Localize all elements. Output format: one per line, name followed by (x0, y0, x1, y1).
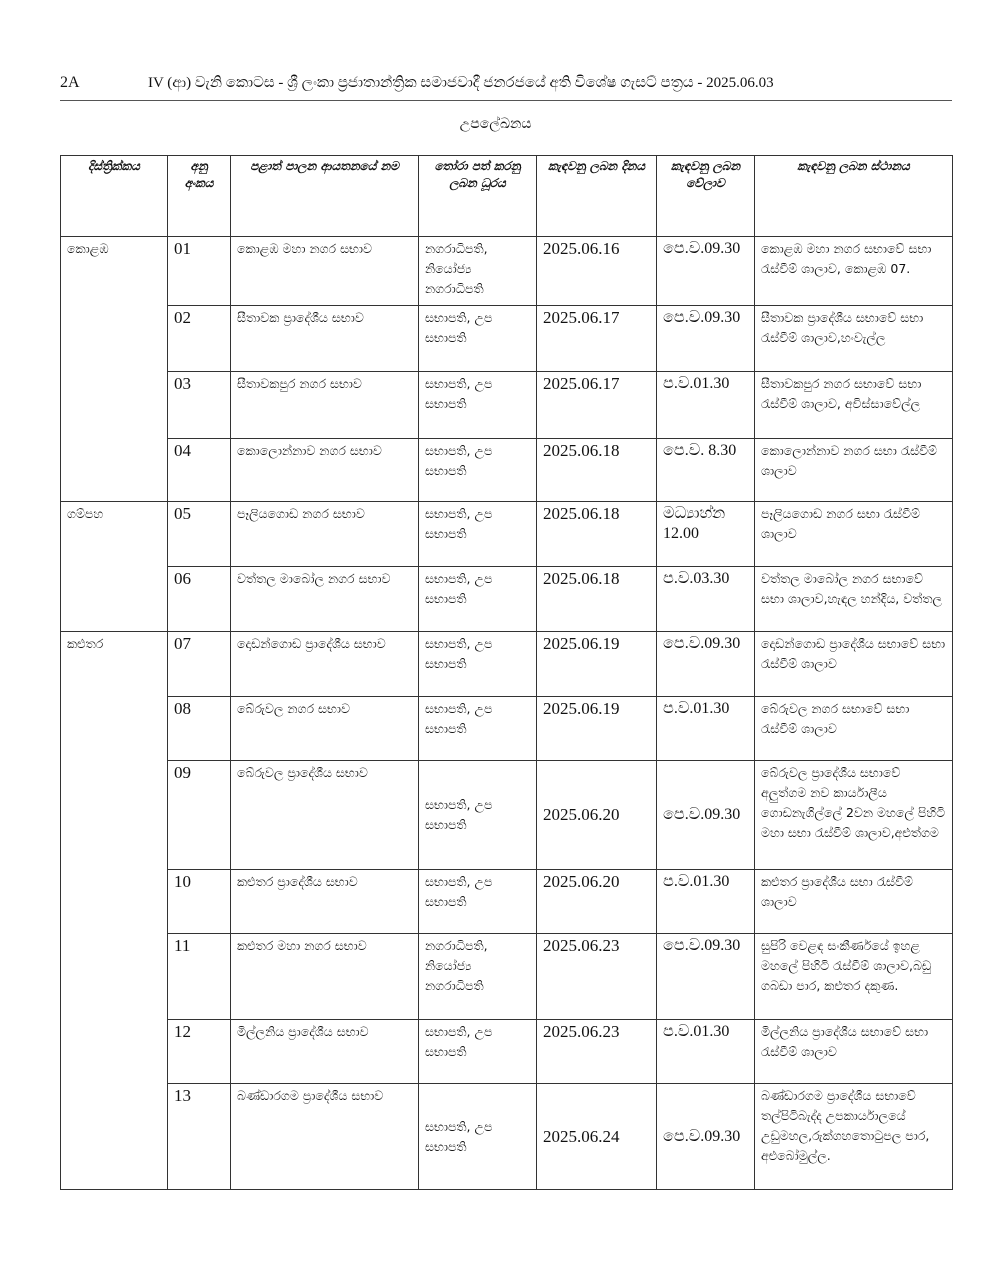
table-row (61, 632, 953, 697)
post-cell: සභාපති, උප සභාපති (419, 870, 537, 934)
time-cell: ප.ව.01.30 (657, 697, 755, 761)
date-cell: 2025.06.16 (537, 237, 657, 306)
time-cell: පෙ.ව.09.30 (657, 934, 755, 1020)
date-cell: 2025.06.17 (537, 306, 657, 372)
header-authority: පළාත් පාලන ආයතනයේ නම (231, 156, 419, 237)
table-row (61, 237, 953, 306)
venue-cell: සීතාවක ප්‍රාදේශීය සභාවේ සභා රැස්වීම් ශාලාව,හංවැල්ල (755, 306, 953, 372)
table-row (61, 1020, 953, 1084)
authority-cell: කොලොන්නාව නගර සභාව (231, 439, 419, 502)
date-cell: 2025.06.23 (537, 1020, 657, 1084)
serial-cell: 09 (168, 761, 231, 870)
authority-cell: කළුතර ප්‍රාදේශීය සභාව (231, 870, 419, 934)
authority-cell: කොළඹ මහා නගර සභාව (231, 237, 419, 306)
post-cell: නගරාධිපති, නියෝජ්‍ය නගරාධිපති (419, 934, 537, 1020)
post-cell: සභාපති, උප සභාපති (419, 502, 537, 567)
time-cell: පෙ.ව.09.30 (657, 306, 755, 372)
time-cell: පෙ.ව.09.30 (657, 761, 755, 870)
time-cell: ප.ව.03.30 (657, 567, 755, 632)
date-cell: 2025.06.18 (537, 502, 657, 567)
serial-cell: 06 (168, 567, 231, 632)
date-cell: 2025.06.20 (537, 761, 657, 870)
post-cell: සභාපති, උප සභාපති (419, 372, 537, 439)
serial-cell: 01 (168, 237, 231, 306)
serial-cell: 07 (168, 632, 231, 697)
date-cell: 2025.06.24 (537, 1084, 657, 1190)
authority-cell: සීතාවක ප්‍රාදේශීය සභාව (231, 306, 419, 372)
schedule-heading: උපලේඛනය (459, 116, 532, 132)
post-cell: සභාපති, උප සභාපති (419, 1084, 537, 1190)
date-cell: 2025.06.18 (537, 567, 657, 632)
header-date: කැඳවනු ලබන දිනය (537, 156, 657, 237)
serial-cell: 12 (168, 1020, 231, 1084)
post-cell: සභාපති, උප සභාපති (419, 697, 537, 761)
serial-cell: 11 (168, 934, 231, 1020)
venue-cell: කොලොන්නාව නගර සභා රැස්වීම් ශාලාව (755, 439, 953, 502)
page-number: 2A (60, 74, 80, 91)
district-cell: කළුතර (61, 632, 168, 1190)
time-cell: පෙ.ව. 8.30 (657, 439, 755, 502)
authority-cell: දොඩන්ගොඩ ප්‍රාදේශීය සභාව (231, 632, 419, 697)
header-time: කැඳවනු ලබන වේලාව (657, 156, 755, 237)
date-cell: 2025.06.18 (537, 439, 657, 502)
post-cell: සභාපති, උප සභාපති (419, 632, 537, 697)
post-cell: සභාපති, උප සභාපති (419, 306, 537, 372)
table-row (61, 761, 953, 870)
post-cell: සභාපති, උප සභාපති (419, 567, 537, 632)
gazette-title: IV (ආ) වැනි කොටස - ශ්‍රී ලංකා ප්‍රජාතාන්ත්‍රික සමාජවාදී ජනරජයේ අති විශේෂ ගැසට් පත්‍රය - 2025.06.03 (148, 75, 774, 91)
page-header (60, 70, 952, 101)
post-cell: සභාපති, උප සභාපති (419, 761, 537, 870)
venue-cell: දොඩන්ගොඩ ප්‍රාදේශීය සභාවේ සභා රැස්වීම් ශාලාව (755, 632, 953, 697)
authority-cell: බේරුවල ප්‍රාදේශීය සභාව (231, 761, 419, 870)
post-cell: සභාපති, උප සභාපති (419, 1020, 537, 1084)
venue-cell: සීතාවකපුර නගර සභාවේ සභා රැස්වීම් ශාලාව, අවිස්සාවේල්ල (755, 372, 953, 439)
serial-cell: 05 (168, 502, 231, 567)
district-cell: කොළඹ (61, 237, 168, 502)
table-row (61, 697, 953, 761)
table-row (61, 372, 953, 439)
time-cell: පෙ.ව.09.30 (657, 632, 755, 697)
time-cell: ප.ව.01.30 (657, 1020, 755, 1084)
date-cell: 2025.06.23 (537, 934, 657, 1020)
schedule-table (60, 155, 953, 1190)
table-row (61, 934, 953, 1020)
date-cell: 2025.06.19 (537, 632, 657, 697)
post-cell: සභාපති, උප සභාපති (419, 439, 537, 502)
venue-cell: බේරුවල නගර සභාවේ සභා රැස්වීම් ශාලාව (755, 697, 953, 761)
serial-cell: 10 (168, 870, 231, 934)
serial-cell: 08 (168, 697, 231, 761)
authority-cell: පෑලියගොඩ නගර සභාව (231, 502, 419, 567)
date-cell: 2025.06.19 (537, 697, 657, 761)
venue-cell: මිල්ලනිය ප්‍රාදේශීය සභාවේ සභා රැස්වීම් ශාලාව (755, 1020, 953, 1084)
time-cell: පෙ.ව.09.30 (657, 1084, 755, 1190)
header-district: දිස්ත්‍රික්කය (61, 156, 168, 237)
time-cell: මධ්‍යාහ්න 12.00 (657, 502, 755, 567)
serial-cell: 04 (168, 439, 231, 502)
venue-cell: සුපිරි වෙළඳ සංකීර්ණයේ ඉහළ මහලේ පිහිටි රැස්වීම් ශාලාව,බඩු ගබඩා පාර, කළුතර දකුණ. (755, 934, 953, 1020)
post-cell: නගරාධිපති, නියෝජ්‍ය නගරාධිපති (419, 237, 537, 306)
authority-cell: බණ්ඩාරගම ප්‍රාදේශීය සභාව (231, 1084, 419, 1190)
authority-cell: කළුතර මහා නගර සභාව (231, 934, 419, 1020)
time-cell: ප.ව.01.30 (657, 372, 755, 439)
table-row (61, 306, 953, 372)
venue-cell: බණ්ඩාරගම ප්‍රාදේශීය සභාවේ තල්පිටිබැද්ද උපකාර්යාලයේ උඩුමහල,රුක්ගහතොටුපල පාර, අළුබෝමුල්ල. (755, 1084, 953, 1190)
table-row (61, 1084, 953, 1190)
district-cell: ගම්පහ (61, 502, 168, 632)
serial-cell: 02 (168, 306, 231, 372)
authority-cell: මිල්ලනිය ප්‍රාදේශීය සභාව (231, 1020, 419, 1084)
table-row (61, 502, 953, 567)
table-row (61, 439, 953, 502)
serial-cell: 13 (168, 1084, 231, 1190)
table-row (61, 567, 953, 632)
venue-cell: කළුතර ප්‍රාදේශීය සභා රැස්වීම් ශාලාව (755, 870, 953, 934)
venue-cell: පෑලියගොඩ නගර සභා රැස්වීම් ශාලාව (755, 502, 953, 567)
date-cell: 2025.06.17 (537, 372, 657, 439)
header-venue: කැඳවනු ලබන ස්ථානය (755, 156, 953, 237)
authority-cell: බේරුවල නගර සභාව (231, 697, 419, 761)
venue-cell: බේරුවල ප්‍රාදේශීය සභාවේ අලුත්ගම නව කාර්යාලීය ගොඩනැගිල්ලේ 2වන මහලේ පිහිටි මහා සභා රැස්වීම් ශාලාව,අළුත්ගම (755, 761, 953, 870)
date-cell: 2025.06.20 (537, 870, 657, 934)
time-cell: පෙ.ව.09.30 (657, 237, 755, 306)
authority-cell: සීතාවකපුර නගර සභාව (231, 372, 419, 439)
authority-cell: වත්තල මාබෝල නගර සභාව (231, 567, 419, 632)
header-serial: අනු අංකය (168, 156, 231, 237)
header-row (61, 156, 953, 237)
header-post: තෝරා පත් කරනු ලබන ධූරය (419, 156, 537, 237)
venue-cell: කොළඹ මහා නගර සභාවේ සභා රැස්වීම් ශාලාව, කොළඹ 07. (755, 237, 953, 306)
table-row (61, 870, 953, 934)
serial-cell: 03 (168, 372, 231, 439)
time-cell: ප.ව.01.30 (657, 870, 755, 934)
venue-cell: වත්තල මාබෝල නගර සභාවේ සභා ශාලාව,හැඳල හන්දිය, වත්තල (755, 567, 953, 632)
